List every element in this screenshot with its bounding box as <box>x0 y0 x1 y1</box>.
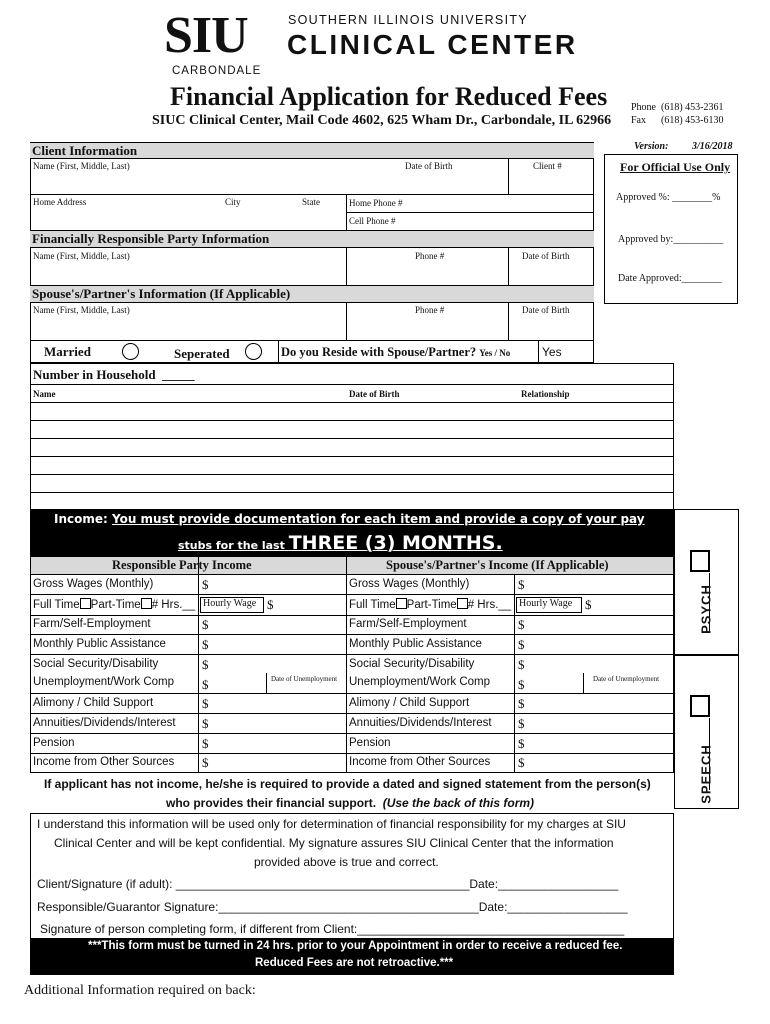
footer-notice-line2: Reduced Fees are not retroactive.*** <box>255 957 454 969</box>
client-name-label: Name (First, Middle, Last) <box>33 161 130 171</box>
campus-name: CARBONDALE <box>172 65 262 77</box>
resp-pension-dollar[interactable]: $ <box>202 736 209 751</box>
resp-name-label: Name (First, Middle, Last) <box>33 251 130 261</box>
approved-pct: Approved %: ________% <box>616 192 721 203</box>
spouse-parttime-checkbox[interactable] <box>457 598 468 609</box>
page-title: Financial Application for Reduced Fees <box>170 82 608 111</box>
speech-checkbox[interactable] <box>690 695 710 717</box>
spouse-name-label: Name (First, Middle, Last) <box>33 305 130 315</box>
spouse-alimony-label: Alimony / Child Support <box>349 697 470 709</box>
no-income-line2: who provides their financial support. (Use the back of this form) <box>166 796 535 810</box>
resp-alimony-label: Alimony / Child Support <box>33 697 154 709</box>
university-name: SOUTHERN ILLINOIS UNIVERSITY <box>288 13 528 27</box>
no-income-line1: If applicant has not income, he/she is required to provide a dated and signed statement from the person(s) <box>44 777 651 791</box>
consent-line2: Clinical Center and will be kept confidential. My signature assures SIU Clinical Center that the information <box>54 836 614 850</box>
resp-income-header: Responsible Party Income <box>112 558 252 572</box>
spouse-annuities-label: Annuities/Dividends/Interest <box>349 717 492 729</box>
household-row[interactable] <box>30 420 674 421</box>
resp-pension-label: Pension <box>33 737 75 749</box>
version-label: Version: <box>634 141 669 152</box>
spouse-income-header: Spouse's/Partner's Income (If Applicable) <box>386 558 609 572</box>
city-label: City <box>225 197 241 207</box>
resp-unemp-label: Unemployment/Work Comp <box>33 676 175 688</box>
version-date: 3/16/2018 <box>692 141 733 152</box>
income-banner-line1: Income: You must provide documentation for each item and provide a copy of your pay <box>54 512 645 526</box>
resp-gross-label: Gross Wages (Monthly) <box>33 578 154 590</box>
guarantor-signature-line[interactable]: Responsible/Guarantor Signature:_______________________________________Date:__________________ <box>37 900 628 914</box>
spouse-pension-label: Pension <box>349 737 391 749</box>
spouse-alimony-dollar[interactable]: $ <box>518 696 525 711</box>
phone-info: Phone (618) 453-2361 <box>631 102 724 113</box>
spouse-other-dollar[interactable]: $ <box>518 755 525 770</box>
resp-assist-dollar[interactable]: $ <box>202 637 209 652</box>
household-title: Number in Household _____ <box>33 367 195 382</box>
completer-signature-line[interactable]: Signature of person completing form, if different from Client:________________________________________ <box>40 922 625 936</box>
official-use-title: For Official Use Only <box>620 160 731 174</box>
responsible-section-header: Financially Responsible Party Information <box>30 230 594 248</box>
resp-annuities-dollar[interactable]: $ <box>202 716 209 731</box>
psych-checkbox[interactable] <box>690 550 710 572</box>
spouse-dob-label: Date of Birth <box>522 305 570 315</box>
home-address-label: Home Address <box>33 197 87 207</box>
fax-info: Fax (618) 453-6130 <box>631 115 724 126</box>
date-approved: Date Approved:________ <box>618 273 722 284</box>
spouse-pension-dollar[interactable]: $ <box>518 736 525 751</box>
psych-label: PSYCH <box>698 584 714 634</box>
client-number-label: Client # <box>533 161 562 171</box>
income-banner-line2: stubs for the last THREE (3) MONTHS. <box>178 532 503 554</box>
spouse-gross-label: Gross Wages (Monthly) <box>349 578 470 590</box>
spouse-section-header: Spouse's/Partner's Information (If Applicable) <box>30 285 594 303</box>
separated-radio[interactable] <box>245 343 262 360</box>
resp-other-dollar[interactable]: $ <box>202 755 209 770</box>
footer-notice-line1: ***This form must be turned in 24 hrs. prior to your Appointment in order to receive a reduced fee. <box>88 940 623 952</box>
spouse-gross-dollar[interactable]: $ <box>518 577 525 592</box>
spouse-phone-label: Phone # <box>415 305 445 315</box>
resp-unemp-dollar[interactable]: $ <box>202 677 209 692</box>
resp-other-label: Income from Other Sources <box>33 756 175 768</box>
resp-fulltime-checkbox[interactable] <box>80 598 91 609</box>
resp-farm-label: Farm/Self-Employment <box>33 618 151 630</box>
resp-parttime-checkbox[interactable] <box>141 598 152 609</box>
resp-ss-label: Social Security/Disability <box>33 658 159 670</box>
resp-dob-label: Date of Birth <box>522 251 570 261</box>
spouse-farm-label: Farm/Self-Employment <box>349 618 467 630</box>
resp-annuities-label: Annuities/Dividends/Interest <box>33 717 176 729</box>
spouse-unemp-dollar[interactable]: $ <box>518 677 525 692</box>
spouse-hourly-box[interactable]: Hourly Wage <box>516 597 582 613</box>
household-row[interactable] <box>30 474 674 475</box>
spouse-other-label: Income from Other Sources <box>349 756 491 768</box>
household-row[interactable] <box>30 402 674 403</box>
center-name: CLINICAL CENTER <box>287 29 578 60</box>
household-col-name: Name <box>33 389 56 399</box>
additional-info-note: Additional Information required on back: <box>24 983 256 998</box>
resp-hourly-box[interactable]: Hourly Wage <box>200 597 264 613</box>
spouse-fulltime-checkbox[interactable] <box>396 598 407 609</box>
reside-value[interactable]: Yes <box>542 345 562 359</box>
resp-farm-dollar[interactable]: $ <box>202 617 209 632</box>
spouse-ss-dollar[interactable]: $ <box>518 657 525 672</box>
spouse-ss-label: Social Security/Disability <box>349 658 475 670</box>
resp-gross-dollar[interactable]: $ <box>202 577 209 592</box>
approved-by: Approved by:__________ <box>618 234 724 245</box>
household-col-rel: Relationship <box>521 389 570 399</box>
household-row[interactable] <box>30 438 674 439</box>
resp-alimony-dollar[interactable]: $ <box>202 696 209 711</box>
married-label: Married <box>44 344 91 359</box>
resp-assist-label: Monthly Public Assistance <box>33 638 166 650</box>
client-signature-line[interactable]: Client/Signature (if adult): ____________________________________________Date:__________________ <box>37 877 619 891</box>
reside-question: Do you Reside with Spouse/Partner? Yes / No <box>281 345 511 359</box>
resp-phone-label: Phone # <box>415 251 445 261</box>
cell-phone-label: Cell Phone # <box>349 216 396 226</box>
household-row[interactable] <box>30 456 674 457</box>
separated-label: Seperated <box>174 346 230 361</box>
resp-hourly-dollar[interactable]: $ <box>267 597 274 612</box>
client-dob-label: Date of Birth <box>405 161 453 171</box>
speech-label: SPEECH <box>698 744 714 804</box>
resp-unemp-date-label: Date of Unemployment <box>271 675 338 683</box>
siu-logo: SIU <box>164 7 248 64</box>
consent-line1: I understand this information will be used only for determination of financial responsibility for my charges at SIU <box>37 817 626 831</box>
spouse-annuities-dollar[interactable]: $ <box>518 716 525 731</box>
household-frame <box>30 363 674 510</box>
spouse-assist-label: Monthly Public Assistance <box>349 638 482 650</box>
spouse-unemp-date-label: Date of Unemployment <box>593 675 660 683</box>
household-row[interactable] <box>30 492 674 493</box>
state-label: State <box>302 197 320 207</box>
spouse-hourly-dollar[interactable]: $ <box>585 597 592 612</box>
consent-line3: provided above is true and correct. <box>254 855 439 869</box>
resp-ss-dollar[interactable]: $ <box>202 657 209 672</box>
resp-employment-type: Full Time Part-Time # Hrs.__ <box>33 599 196 611</box>
address-line: SIUC Clinical Center, Mail Code 4602, 625 Wham Dr., Carbondale, IL 62966 <box>152 113 612 128</box>
household-col-dob: Date of Birth <box>349 389 400 399</box>
spouse-farm-dollar[interactable]: $ <box>518 617 525 632</box>
spouse-assist-dollar[interactable]: $ <box>518 637 525 652</box>
married-radio[interactable] <box>122 343 139 360</box>
spouse-employment-type: Full Time Part-Time # Hrs.__ <box>349 599 512 611</box>
home-phone-label: Home Phone # <box>349 198 403 208</box>
spouse-unemp-label: Unemployment/Work Comp <box>349 676 491 688</box>
client-section-header: Client Information <box>30 142 594 159</box>
